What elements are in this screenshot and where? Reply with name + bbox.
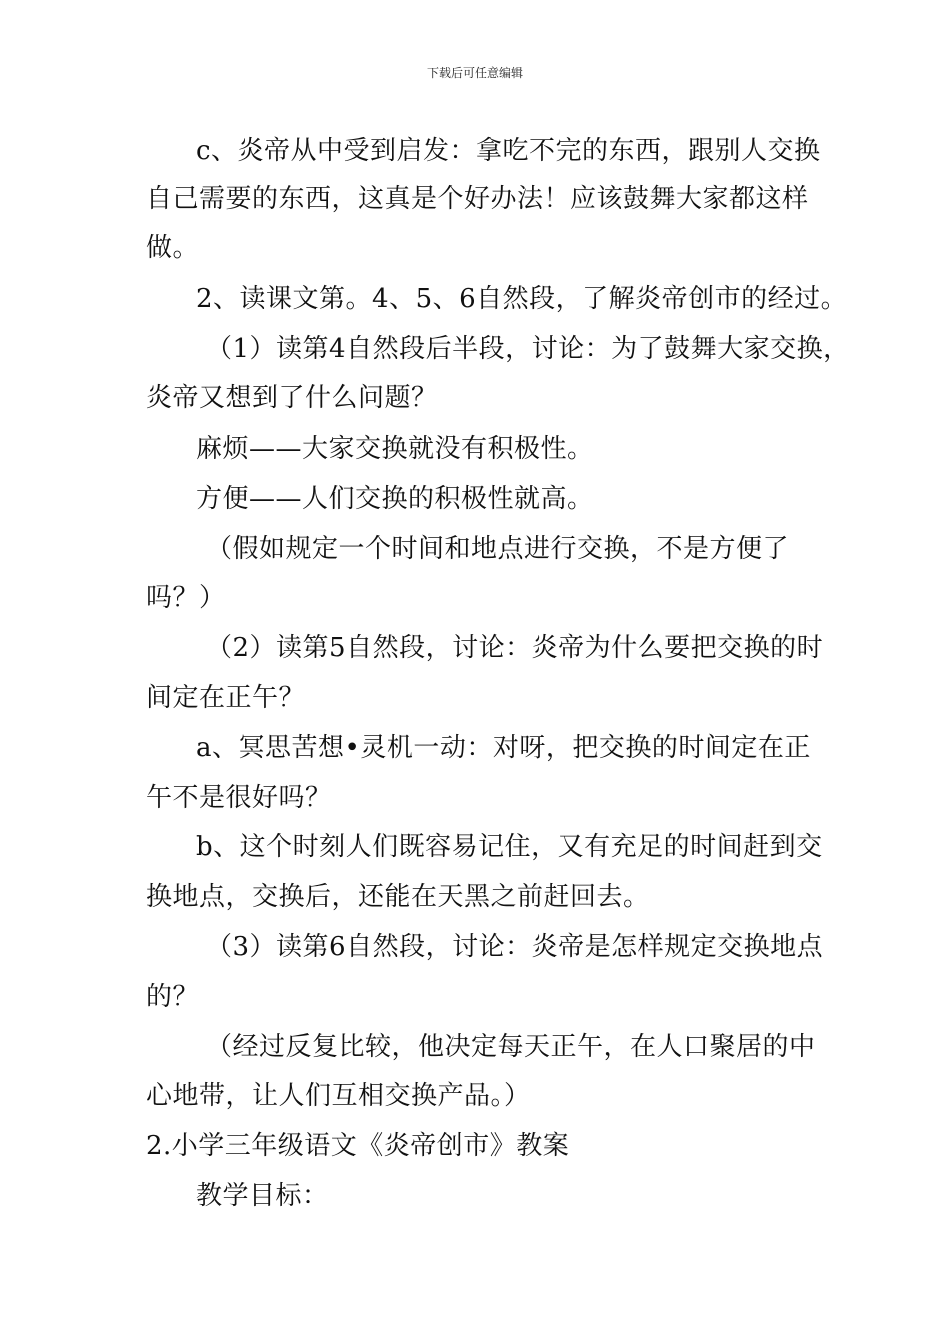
text-line: 2、读课文第。4、5、6自然段，了解炎帝创市的经过。 [196,284,848,314]
text-line: （3）读第6自然段，讨论：炎帝是怎样规定交换地点 [206,932,824,962]
text-line: 教学目标： [196,1181,329,1211]
text-line: （1）读第4自然段后半段，讨论：为了鼓舞大家交换， [206,334,850,364]
text-line: （2）读第5自然段，讨论：炎帝为什么要把交换的时 [206,633,824,663]
text-line: 方便——人们交换的积极性就高。 [196,484,594,514]
text-line: 麻烦——大家交换就没有积极性。 [196,434,594,464]
text-line: 炎帝又想到了什么问题？ [146,383,438,413]
text-line: 吗？） [146,583,226,613]
text-line: （假如规定一个时间和地点进行交换，不是方便了 [206,534,790,564]
section-heading: 2.小学三年级语文《炎帝创市》教案 [146,1131,570,1161]
page-header: 下载后可任意编辑 [426,66,523,80]
text-line: b、这个时刻人们既容易记住，又有充足的时间赶到交 [196,832,823,862]
text-line: 换地点，交换后，还能在天黑之前赶回去。 [146,882,650,912]
text-line: 午不是很好吗？ [146,783,332,813]
text-line: 的？ [146,982,200,1012]
text-line: a、冥思苦想•灵机一动：对呀，把交换的时间定在正 [196,733,811,763]
text-line: 自己需要的东西，这真是个好办法！应该鼓舞大家都这样 [146,184,809,214]
text-line: 间定在正午？ [146,683,306,713]
text-line: 做。 [146,233,200,263]
text-line: c、炎帝从中受到启发：拿吃不完的东西，跟别人交换 [196,136,821,166]
text-line: 心地带，让人们互相交换产品。） [146,1081,531,1111]
text-line: （经过反复比较，他决定每天正午，在人口聚居的中 [206,1032,816,1062]
